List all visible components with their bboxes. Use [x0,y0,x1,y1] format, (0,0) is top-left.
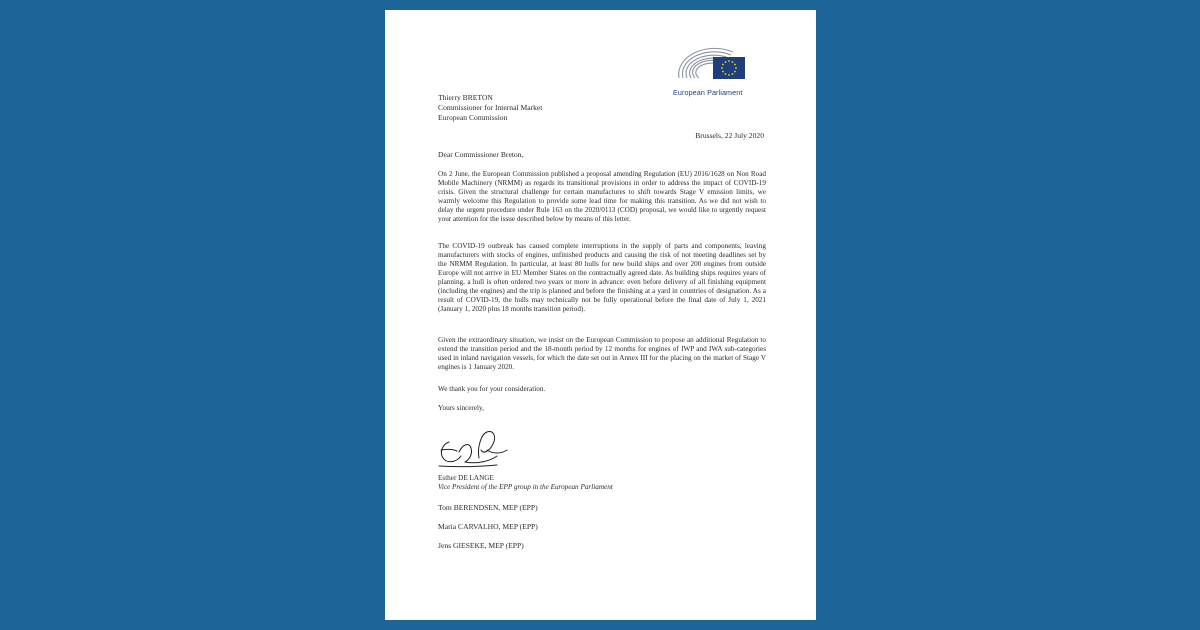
signer-role: Vice President of the EPP group in the European Parliament [438,483,613,491]
signer-name: Esther DE LANGE [438,474,494,482]
cosigner-3: Jens GIESEKE, MEP (EPP) [438,541,524,550]
addressee-name: Thierry BRETON [438,93,493,102]
paragraph-1: On 2 June, the European Commission published a proposal amending Regulation (EU) 2016/1628 on Non Road Mobile Machinery (NRMM) as regards its transitional provisions in order to address the impact of COVID-19 crisis. Given the structural challenge for certain manufactures to shift towards Stage V emission limits, we warmly welcome this Regulation to provide some lead time for making this transition. As we did not wish to delay the urgent procedure under Rule 163 on the 2020/0113 (COD) proposal, we would like to urgently request your attention for the issue described below by means of this letter. [438,170,766,224]
logo-text: European Parliament [673,88,743,97]
addressee-title: Commissioner for Internal Market [438,103,543,112]
letter-date: Brussels, 22 July 2020 [695,131,764,140]
closing-thanks: We thank you for your consideration. [438,385,546,393]
hemicycle-icon [673,38,763,88]
letter-page [385,10,816,620]
addressee-block [438,93,542,123]
handwritten-signature [435,420,515,479]
paragraph-3: Given the extraordinary situation, we insist on the European Commission to propose an additional Regulation to extend the transition period and the 18-month period by 12 months for engines of IWP and IWA sub-categories used in inland navigation vessels, for which the date set out in Annex III for the placing on the market of Stage V engines is 1 January 2020. [438,336,766,372]
paragraph-2: The COVID-19 outbreak has caused complete interruptions in the supply of parts and components, leaving manufacturers with stocks of engines, unfinished products and causing the risk of not meeting deadlines set by the NRMM Regulation. In particular, at least 80 hulls for new build ships and over 200 engines from outside Europe will not arrive in EU Member States on the contractually agreed date. As building ships requires years of planning, a hull is often ordered two years or more in advance: even before delivery of all finishing equipment (including the engines) and the trip is planned and before the finishing at a yard in countries of designation. As a result of COVID-19, the hulls may technically not be fully operational before the final date of July 1, 2021 (January 1, 2020 plus 18 months transition period). [438,242,766,314]
european-parliament-logo [673,38,763,100]
signer-block [438,474,613,492]
salutation: Dear Commissioner Breton, [438,150,524,159]
addressee-organisation: European Commission [438,113,508,122]
closing-sincerely: Yours sincerely, [438,404,484,412]
cosigner-2: Maria CARVALHO, MEP (EPP) [438,522,538,531]
cosigner-1: Tom BERENDSEN, MEP (EPP) [438,503,538,512]
